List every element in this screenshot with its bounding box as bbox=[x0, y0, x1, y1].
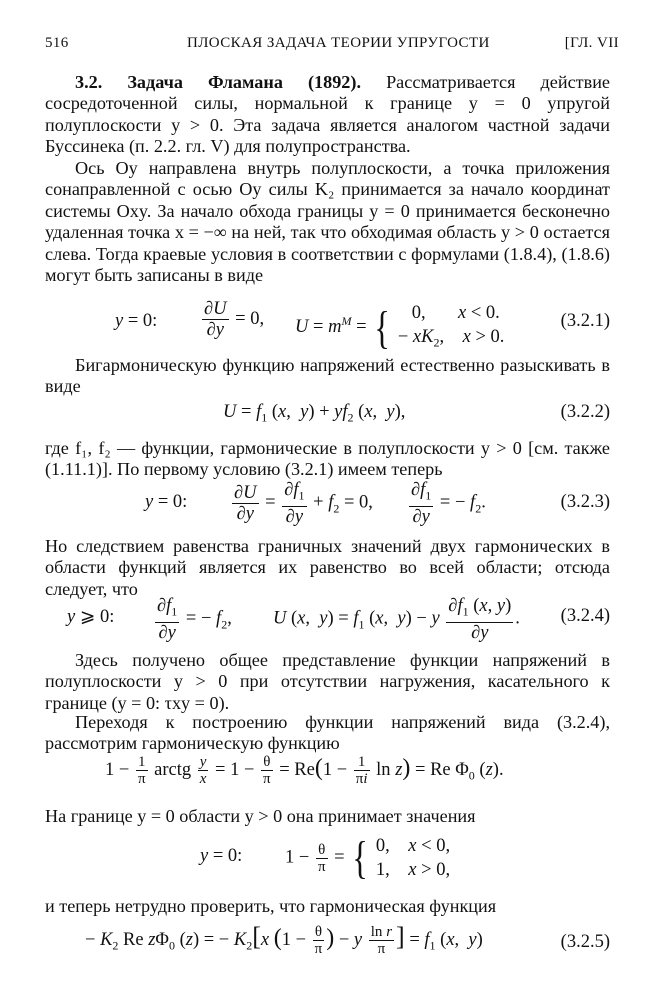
general-representation-paragraph: Здесь получено общее представление функции напряжений в полуплоскости y > 0 при отсутствии нагружения, касательного к границе (y = 0: τxy = 0). bbox=[45, 650, 610, 713]
equation-number: (3.2.2) bbox=[560, 402, 610, 422]
equation-3-2-5: − $K_2$ Re $z\Phi_0$ (z) = − $K_2[x$ (1 − $\frac{\theta}{\pi}$ ) − y $\frac{\text{ln r}}{\pi}$ ] = $f_1$ (x, y) (3.2.5) bbox=[85, 922, 610, 958]
page-header bbox=[45, 35, 619, 57]
equation-3-2-3: y = 0: $\frac{\partial U}{\partial y}$ = $\frac{\partial f_1}{\partial y}$ + $f_2 = 0$, $\frac{\partial f_1}{\partial y}$ = − $f_2$. (3.2.3) bbox=[145, 480, 610, 527]
equation-number: (3.2.4) bbox=[560, 606, 610, 626]
chapter-label: [ГЛ. VII bbox=[564, 35, 619, 51]
equation-3-2-4: y ⩾ 0: $\frac{\partial f_1}{\partial y}$ = − $f_2$, U (x, $y) = f_1$ (x, y) − y $\frac{\partial f_1 (x, y)}{\partial y}$ . (3.2.4) bbox=[67, 596, 610, 643]
verification-paragraph: и теперь нетрудно проверить, что гармоническая функция bbox=[45, 896, 497, 916]
equation-number: (3.2.3) bbox=[560, 492, 610, 512]
running-title: ПЛОСКАЯ ЗАДАЧА ТЕОРИИ УПРУГОСТИ bbox=[187, 35, 490, 51]
functions-paragraph: где f₁, f₂ — функции, гармонические в полуплоскости y > 0 [см. также (1.11.1)]. По первому условию (3.2.1) имеем теперь bbox=[45, 438, 610, 480]
axis-paragraph: Ось Oy направлена внутрь полуплоскости, а точка приложения сонаправленной с осью Oy силы K₂ принимается за начало координат системы Oxy. За начало обхода границы y = 0 принимается бесконечно удаленная точка x = −∞ на ней, так что обходимая область y > 0 остается слева. Тогда краевые условия в соответствии с формулами (1.8.4), (1.8.6) могут быть записаны в виде bbox=[45, 158, 610, 286]
biharmonic-paragraph: Бигармоническую функцию напряжений естественно разыскивать в виде bbox=[45, 355, 610, 397]
page-number: 516 bbox=[45, 35, 69, 51]
equation-3-2-1: y = 0: $\frac{\partial U}{\partial y}$ = 0, $U = m^M$ = { 0, x < 0. − $xK_2$, x > 0. (3.2.1) bbox=[115, 299, 610, 353]
harmonic-function-paragraph: Переходя к построению функции напряжений вида (3.2.4), рассмотрим гармоническую функцию bbox=[45, 712, 610, 754]
section-intro-paragraph: 3.2. Задача Фламана (1892). Рассматривается действие сосредоточенной силы, нормальной к границе y = 0 упругой полуплоскости y > 0. Эта задача является аналогом частной задачи Буссинека (п. 2.2. гл. V) для полупространства. bbox=[45, 72, 610, 157]
consequence-paragraph: Но следствием равенства граничных значений двух гармонических в области функций является их равенство во всей области; отсюда следует, что bbox=[45, 536, 610, 599]
harmonic-equation: 1 − $\frac{1}{\pi}$ arctg $\frac{y}{x}$ = 1 − $\frac{\theta}{\pi}$ = Re(1 − $\frac{1}{\pi i}$ ln z) = Re $\Phi_0$ (z). bbox=[105, 754, 504, 787]
boundary-values-paragraph: На границе y = 0 области y > 0 она принимает значения bbox=[45, 806, 476, 826]
equation-number: (3.2.5) bbox=[560, 932, 610, 952]
boundary-piecewise-equation: y = 0: 1 − $\frac{\theta}{\pi}$ = { 0, x < 0, 1, x > 0, bbox=[200, 832, 451, 883]
equation-number: (3.2.1) bbox=[560, 311, 610, 331]
equation-3-2-2: $U = f_1$ (x, $y) + yf_2$ (x, y), (3.2.2) bbox=[223, 402, 610, 425]
section-heading: 3.2. Задача Фламана (1892). bbox=[75, 72, 362, 92]
